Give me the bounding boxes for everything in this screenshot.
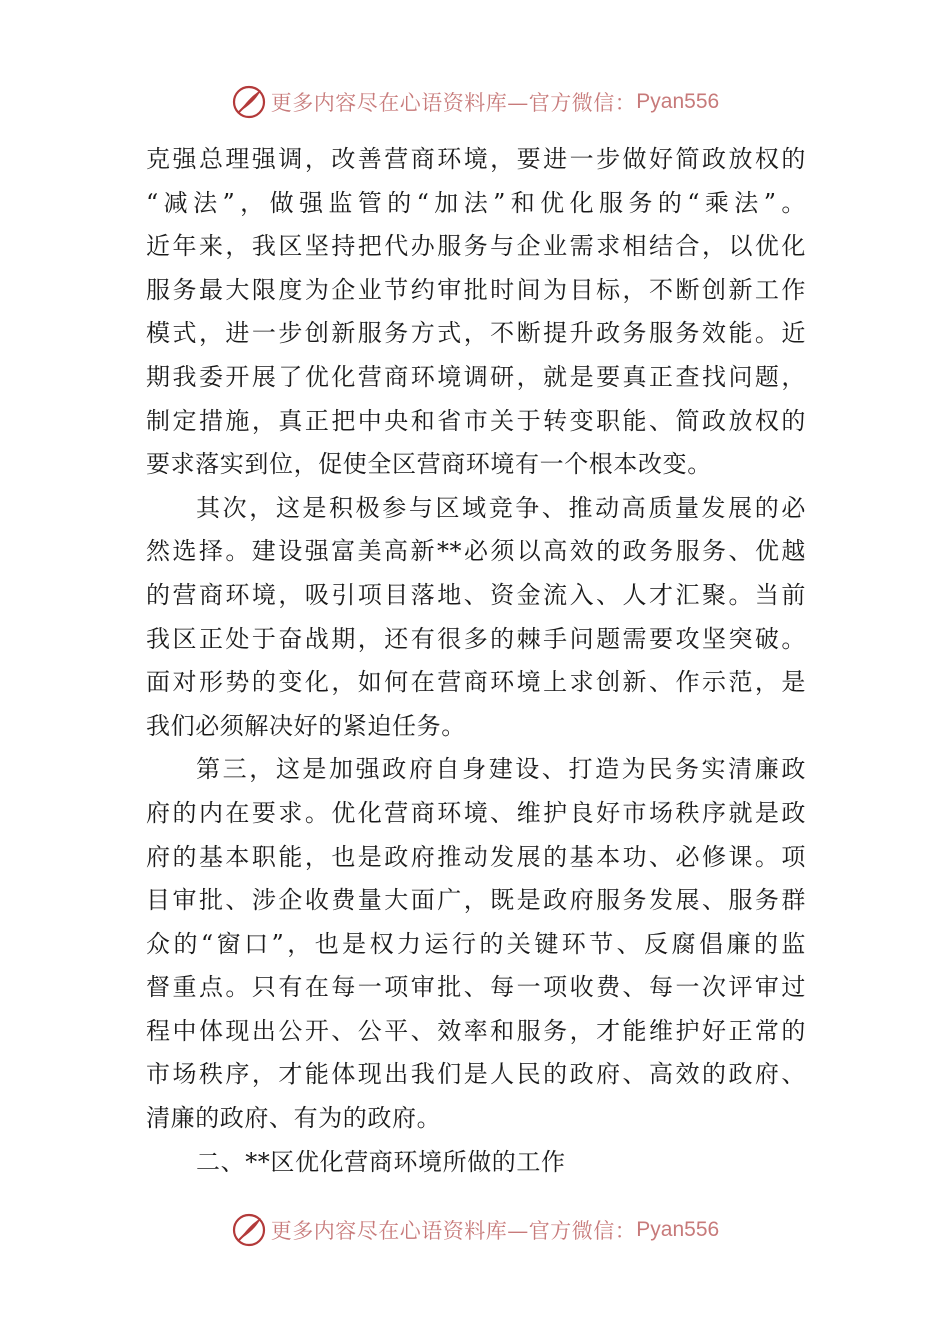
quill-logo-icon bbox=[231, 1212, 267, 1248]
text-line: 我区正处于奋战期，还有很多的棘手问题需要攻坚突破。 bbox=[146, 624, 806, 653]
header-watermark-banner bbox=[0, 80, 950, 124]
text-line: 第三，这是加强政府自身建设、打造为民务实清廉政 bbox=[196, 755, 806, 784]
text-line: 模式，进一步创新服务方式，不断提升政务服务效能。近 bbox=[146, 319, 806, 348]
text-line: “减法”，做强监管的“加法”和优化服务的“乘法”。 bbox=[146, 188, 806, 217]
header-watermark-id: Pyan556 bbox=[636, 90, 720, 113]
header-watermark-text: 更多内容尽在心语资料库—官方微信： bbox=[270, 91, 637, 115]
text-line: 我们必须解决好的紧迫任务。 bbox=[146, 711, 466, 740]
text-line: 其次，这是积极参与区域竞争、推动高质量发展的必 bbox=[196, 493, 806, 522]
text-line: 市场秩序，才能体现出我们是人民的政府、高效的政府、 bbox=[146, 1060, 806, 1089]
text-line: 期我委开展了优化营商环境调研，就是要真正查找问题， bbox=[146, 362, 806, 391]
document-body bbox=[146, 138, 806, 1184]
text-line: 目审批、涉企收费量大面广，既是政府服务发展、服务群 bbox=[146, 886, 806, 915]
text-line: 的营商环境，吸引项目落地、资金流入、人才汇聚。当前 bbox=[146, 580, 806, 609]
text-line: 程中体现出公开、公平、效率和服务，才能维护好正常的 bbox=[146, 1016, 806, 1045]
text-line: 服务最大限度为企业节约审批时间为目标，不断创新工作 bbox=[146, 275, 806, 304]
footer-watermark-banner bbox=[0, 1208, 950, 1252]
text-line: 要求落实到位，促使全区营商环境有一个根本改变。 bbox=[146, 450, 712, 479]
text-line: 众的“窗口”，也是权力运行的关键环节、反腐倡廉的监 bbox=[146, 929, 806, 958]
text-line: 制定措施，真正把中央和省市关于转变职能、简政放权的 bbox=[146, 406, 806, 435]
text-line: 府的基本职能，也是政府推动发展的基本功、必修课。项 bbox=[146, 842, 806, 871]
footer-watermark-text: 更多内容尽在心语资料库—官方微信： bbox=[270, 1219, 637, 1243]
text-line: 近年来，我区坚持把代办服务与企业需求相结合，以优化 bbox=[146, 232, 806, 261]
footer-watermark-id: Pyan556 bbox=[636, 1218, 720, 1241]
text-line: 清廉的政府、有为的政府。 bbox=[146, 1104, 442, 1133]
section-heading: 二、**区优化营商环境所做的工作 bbox=[196, 1147, 566, 1176]
quill-logo-icon bbox=[231, 84, 267, 120]
text-line: 然选择。建设强富美高新**必须以高效的政务服务、优越 bbox=[146, 537, 806, 566]
text-line: 府的内在要求。优化营商环境、维护良好市场秩序就是政 bbox=[146, 798, 806, 827]
text-line: 面对形势的变化，如何在营商环境上求创新、作示范，是 bbox=[146, 668, 806, 697]
text-line: 克强总理强调，改善营商环境，要进一步做好简政放权的 bbox=[146, 145, 806, 173]
text-line: 督重点。只有在每一项审批、每一项收费、每一次评审过 bbox=[146, 973, 806, 1002]
